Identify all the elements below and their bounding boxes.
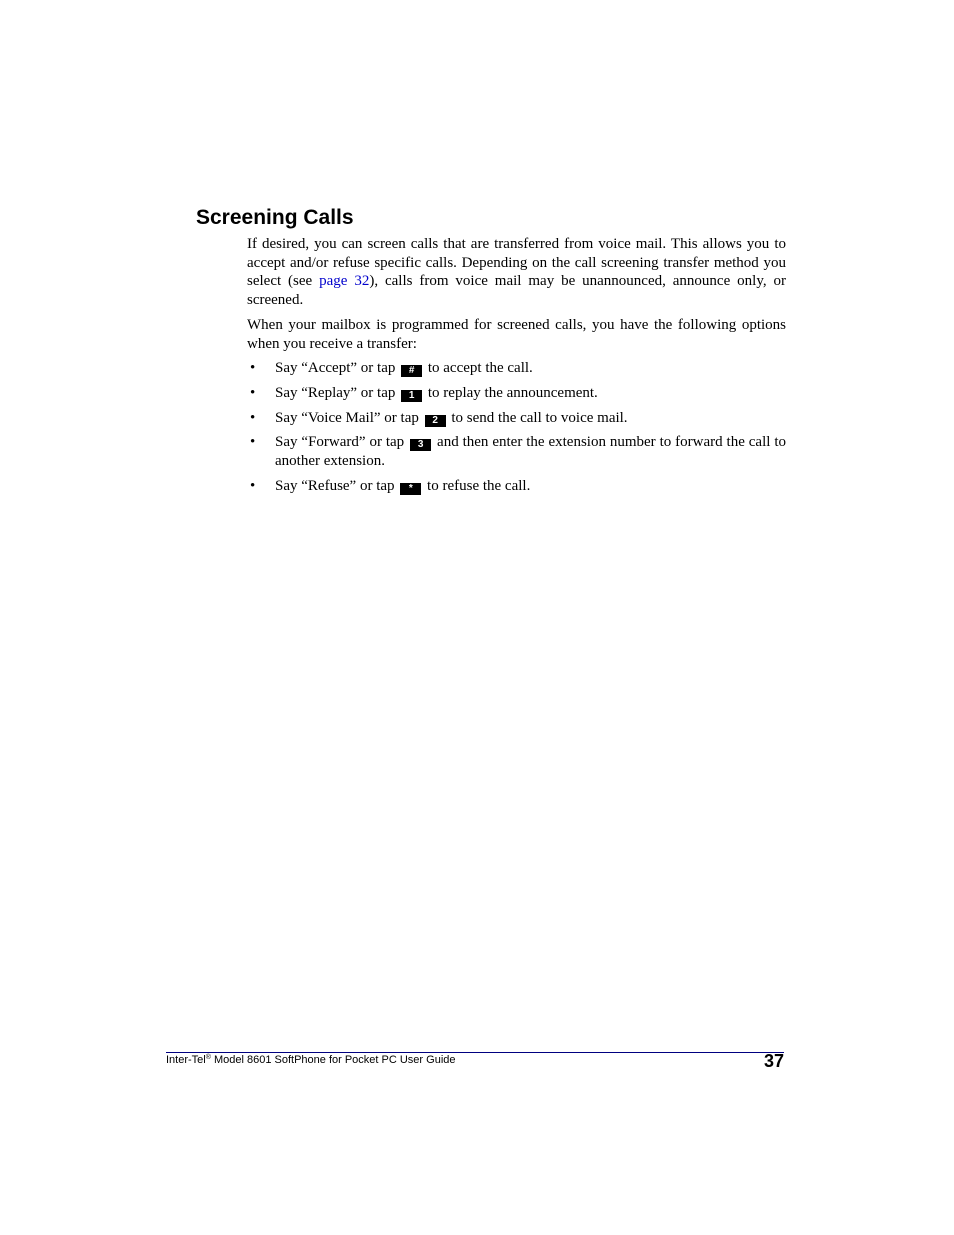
key-2-button[interactable]: 2 [425,415,446,427]
page-number: 37 [763,1051,784,1071]
list-item-refuse [247,477,786,496]
registered-mark: ® [205,1054,211,1061]
section-title: Screening Calls [196,206,354,229]
key-1-button[interactable]: 1 [401,390,422,402]
bullet-text-after-key: to refuse the call. [427,477,531,494]
intro-text-after-link: ), calls from voice mail may be unannounced, announce only, or screened. [247,273,786,309]
list-item-forward [247,433,786,470]
intro-paragraph [247,235,786,310]
key-star-button[interactable]: * [400,483,421,495]
intro-text-before-link: If desired, you can screen calls that are transferred from voice mail. This allows you to accept and/or refuse specific calls. Depending on the call screening transfer method you select (see [247,236,786,290]
options-intro-paragraph: When your mailbox is programmed for screened calls, you have the following options when you receive a transfer: [247,316,786,352]
footer-guide-title [166,1053,456,1067]
bullet-icon: • [250,384,256,401]
bullet-icon: • [250,434,256,451]
footer-brand: Inter-Tel [166,1054,206,1066]
footer-title-text: Model 8601 SoftPhone for Pocket PC User Guide [210,1054,456,1066]
options-list [247,359,786,495]
key-3-button[interactable]: 3 [410,439,431,451]
bullet-text-before-key: Say “Replay” or tap [275,384,396,401]
page-32-link[interactable]: page 32 [319,273,370,290]
list-item-replay [247,384,786,403]
bullet-text-after-key: and then enter the extension number to forward the call to another extension. [275,434,787,470]
bullet-text-before-key: Say “Voice Mail” or tap [275,409,419,426]
bullet-text-after-key: to send the call to voice mail. [451,409,628,426]
bullet-icon: • [250,409,256,426]
bullet-text-before-key: Say “Forward” or tap [275,434,405,451]
bullet-icon: • [250,360,256,377]
bullet-text-before-key: Say “Refuse” or tap [275,477,395,494]
bullet-text-before-key: Say “Accept” or tap [275,360,396,377]
list-item-accept [247,359,786,378]
bullet-icon: • [250,477,256,494]
body-content [247,235,786,501]
list-item-voice-mail [247,409,786,428]
key-pound-button[interactable]: # [401,365,422,377]
bullet-text-after-key: to replay the announcement. [427,384,598,401]
bullet-text-after-key: to accept the call. [427,360,533,377]
